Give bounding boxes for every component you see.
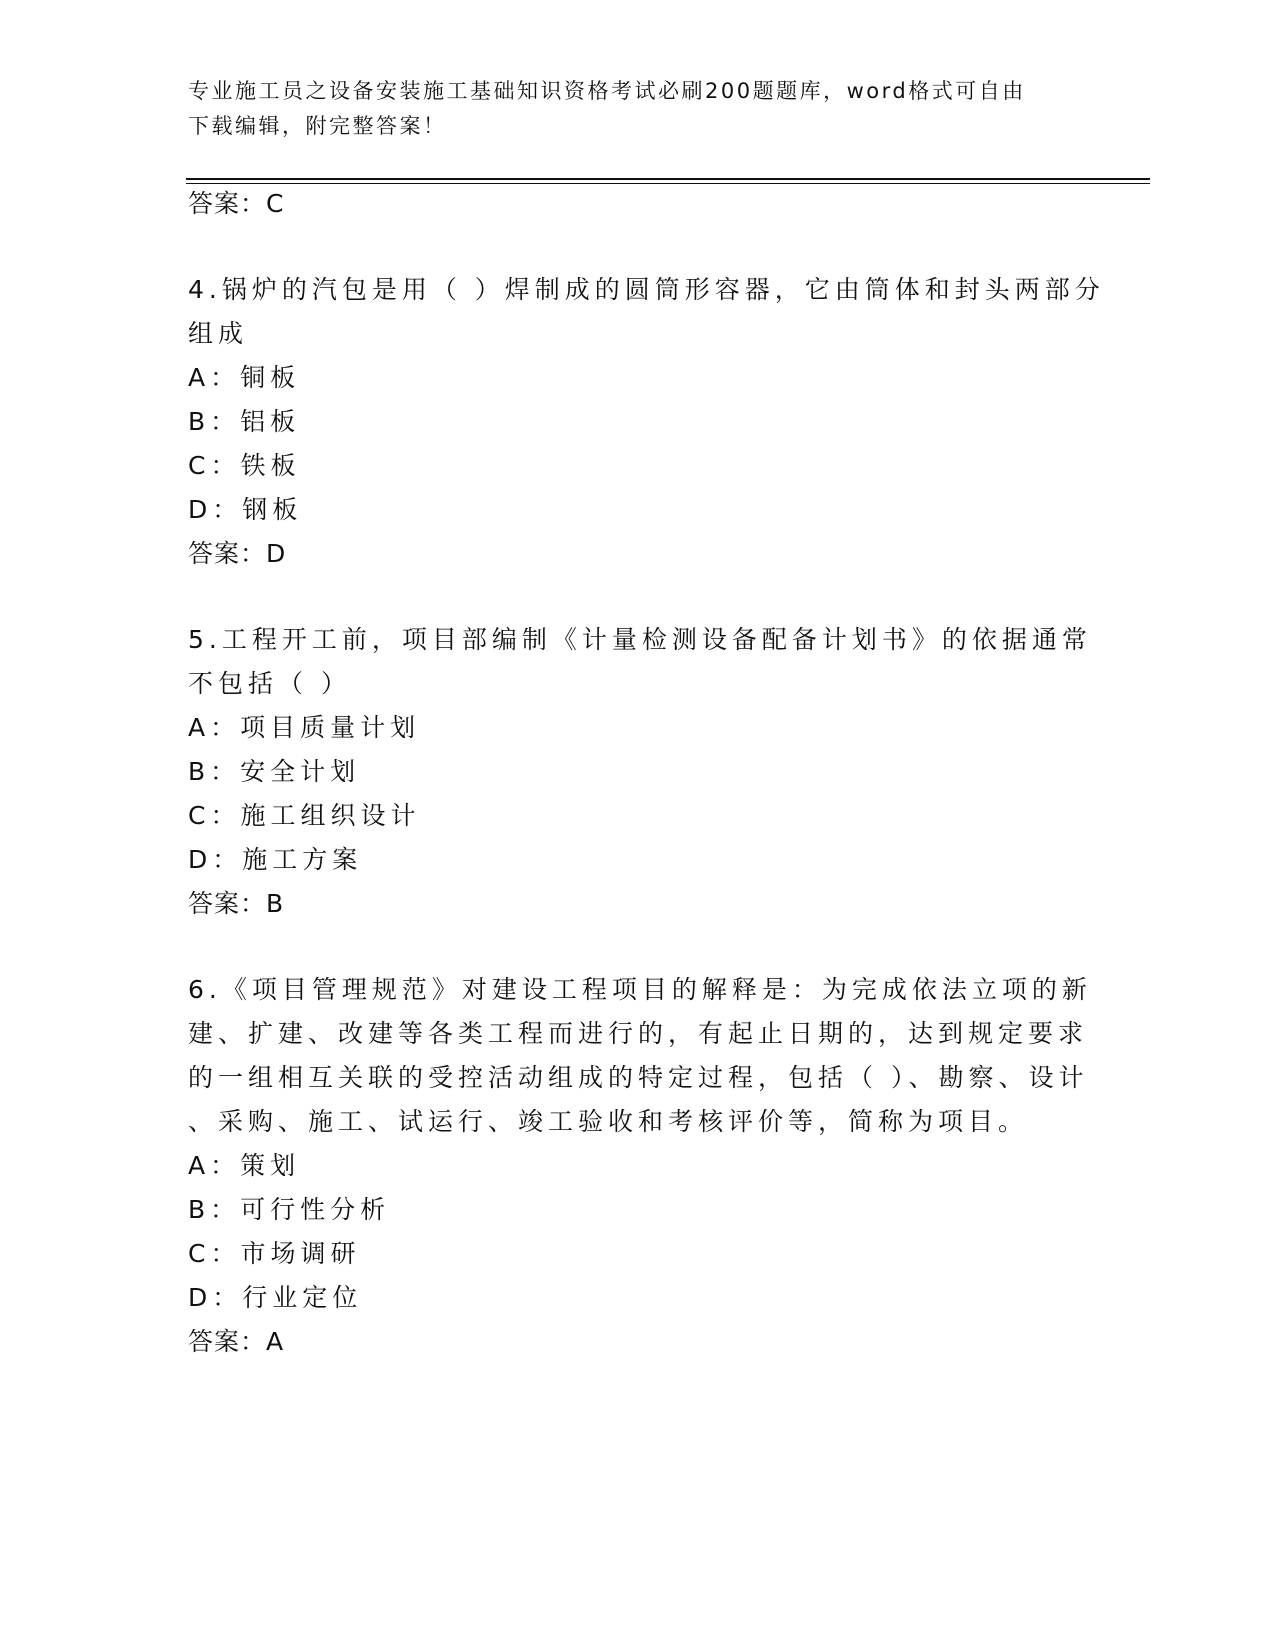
previous-answer: 答案：C [188,189,285,218]
question-6-option-a: A：策划 [188,1151,301,1180]
question-6-option-c: C：市场调研 [188,1239,361,1268]
question-6-option-b: B：可行性分析 [188,1195,391,1224]
question-6-option-d: D：行业定位 [188,1283,363,1312]
question-5-option-d: D：施工方案 [188,845,363,874]
question-4-option-a: A：铜板 [188,363,301,392]
header-line-1: 专业施工员之设备安装施工基础知识资格考试必刷200题题库，word格式可自由 [188,79,1026,103]
question-6-stem-line-4: 、采购、施工、试运行、竣工验收和考核评价等，简称为项目。 [188,1107,1029,1136]
question-6-stem-line-2: 建、扩建、改建等各类工程而进行的，有起止日期的，达到规定要求 [188,1019,1089,1048]
question-6-stem-line-1: 6.《项目管理规范》对建设工程项目的解释是：为完成依法立项的新 [188,975,1092,1004]
header-rule-thick [186,178,1150,180]
question-6-answer: 答案：A [188,1327,285,1356]
question-5-stem-line-2: 不包括（ ） [188,669,351,698]
question-4-stem-line-1: 4.锅炉的汽包是用（ ）焊制成的圆筒形容器，它由筒体和封头两部分 [188,275,1105,304]
question-4-option-d: D：钢板 [188,495,303,524]
question-5-option-c: C：施工组织设计 [188,801,421,830]
question-4-stem-line-2: 组成 [188,319,249,348]
question-5-option-b: B：安全计划 [188,757,361,786]
header-rule-thin [186,183,1150,184]
question-5-stem-line-1: 5.工程开工前，项目部编制《计量检测设备配备计划书》的依据通常 [188,625,1092,654]
question-4-option-c: C：铁板 [188,451,301,480]
header-line-2: 下载编辑，附完整答案！ [188,114,447,138]
question-5-option-a: A：项目质量计划 [188,713,421,742]
question-5-answer: 答案：B [188,889,285,918]
question-6-stem-line-3: 的一组相互关联的受控活动组成的特定过程，包括（ ）、勘察、设计 [188,1063,1089,1092]
document-header [188,74,1088,144]
question-4-option-b: B：铝板 [188,407,301,436]
question-4-answer: 答案：D [188,539,287,568]
